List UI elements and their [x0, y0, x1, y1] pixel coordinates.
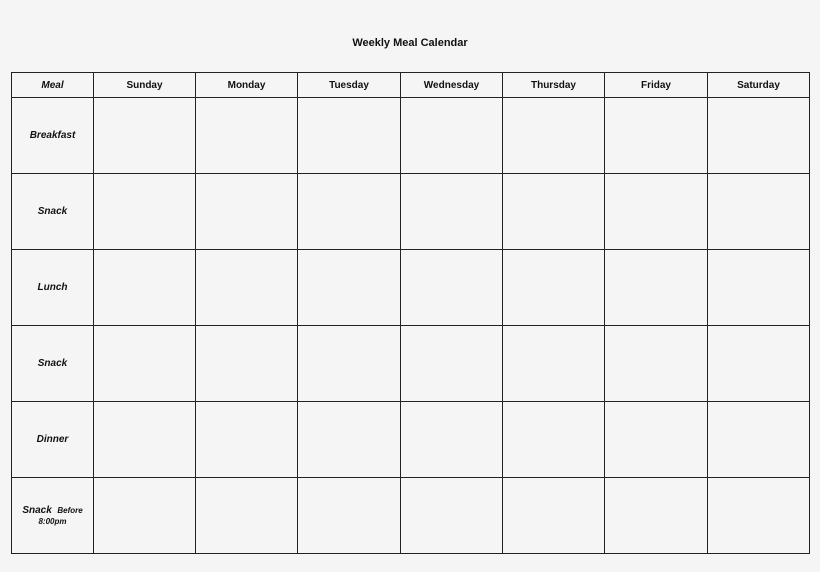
meal-row — [12, 250, 810, 326]
meal-cell — [503, 402, 605, 478]
header-meal: Meal — [12, 73, 94, 98]
header-day: Thursday — [503, 73, 605, 98]
meal-cell — [708, 478, 810, 554]
meal-cell — [94, 250, 196, 326]
meal-cell — [94, 326, 196, 402]
meal-cell — [605, 174, 708, 250]
header-day: Sunday — [94, 73, 196, 98]
meal-cell — [298, 326, 401, 402]
meal-cell — [503, 250, 605, 326]
meal-cell — [196, 250, 298, 326]
meal-cell — [401, 402, 503, 478]
meal-cell — [94, 478, 196, 554]
meal-cell — [503, 174, 605, 250]
meal-cell — [503, 478, 605, 554]
meal-label — [12, 478, 94, 554]
meal-cell — [401, 250, 503, 326]
page-title: Weekly Meal Calendar — [352, 37, 468, 49]
meal-cell — [196, 174, 298, 250]
meal-cell — [401, 98, 503, 174]
meal-cell — [708, 402, 810, 478]
meal-cell — [708, 326, 810, 402]
meal-cell — [503, 326, 605, 402]
meal-label — [12, 98, 94, 174]
meal-label-time: 8:00pm — [38, 516, 67, 526]
meal-cell — [708, 250, 810, 326]
meal-calendar-table — [11, 72, 810, 554]
meal-cell — [605, 326, 708, 402]
meal-label-suffix: Before — [57, 505, 83, 515]
meal-cell — [605, 478, 708, 554]
meal-cell — [196, 402, 298, 478]
header-day: Wednesday — [401, 73, 503, 98]
meal-cell — [605, 250, 708, 326]
header-row — [12, 73, 810, 98]
meal-cell — [196, 326, 298, 402]
meal-cell — [605, 98, 708, 174]
meal-label — [12, 402, 94, 478]
meal-label-text: Snack — [22, 504, 52, 516]
meal-cell — [401, 174, 503, 250]
meal-cell — [298, 250, 401, 326]
meal-cell — [401, 326, 503, 402]
meal-cell — [298, 478, 401, 554]
meal-label-text: Breakfast — [29, 130, 76, 141]
header-day: Tuesday — [298, 73, 401, 98]
meal-cell — [401, 478, 503, 554]
meal-cell — [94, 174, 196, 250]
header-day: Friday — [605, 73, 708, 98]
meal-cell — [605, 402, 708, 478]
meal-label-text: Snack — [37, 358, 68, 369]
meal-row — [12, 402, 810, 478]
meal-cell — [503, 98, 605, 174]
header-day: Monday — [196, 73, 298, 98]
meal-label-text: Dinner — [36, 434, 69, 445]
meal-cell — [708, 98, 810, 174]
meal-cell — [196, 98, 298, 174]
meal-label-text: Lunch — [37, 282, 68, 293]
meal-cell — [298, 402, 401, 478]
header-day: Saturday — [708, 73, 810, 98]
meal-cell — [94, 402, 196, 478]
meal-cell — [196, 478, 298, 554]
meal-cell — [298, 98, 401, 174]
meal-label — [12, 250, 94, 326]
meal-row — [12, 174, 810, 250]
meal-label — [12, 174, 94, 250]
meal-label-text: Snack — [37, 206, 68, 217]
meal-cell — [708, 174, 810, 250]
meal-label — [12, 326, 94, 402]
meal-cell — [298, 174, 401, 250]
meal-row — [12, 98, 810, 174]
meal-cell — [94, 98, 196, 174]
meal-row — [12, 326, 810, 402]
meal-row — [12, 478, 810, 554]
